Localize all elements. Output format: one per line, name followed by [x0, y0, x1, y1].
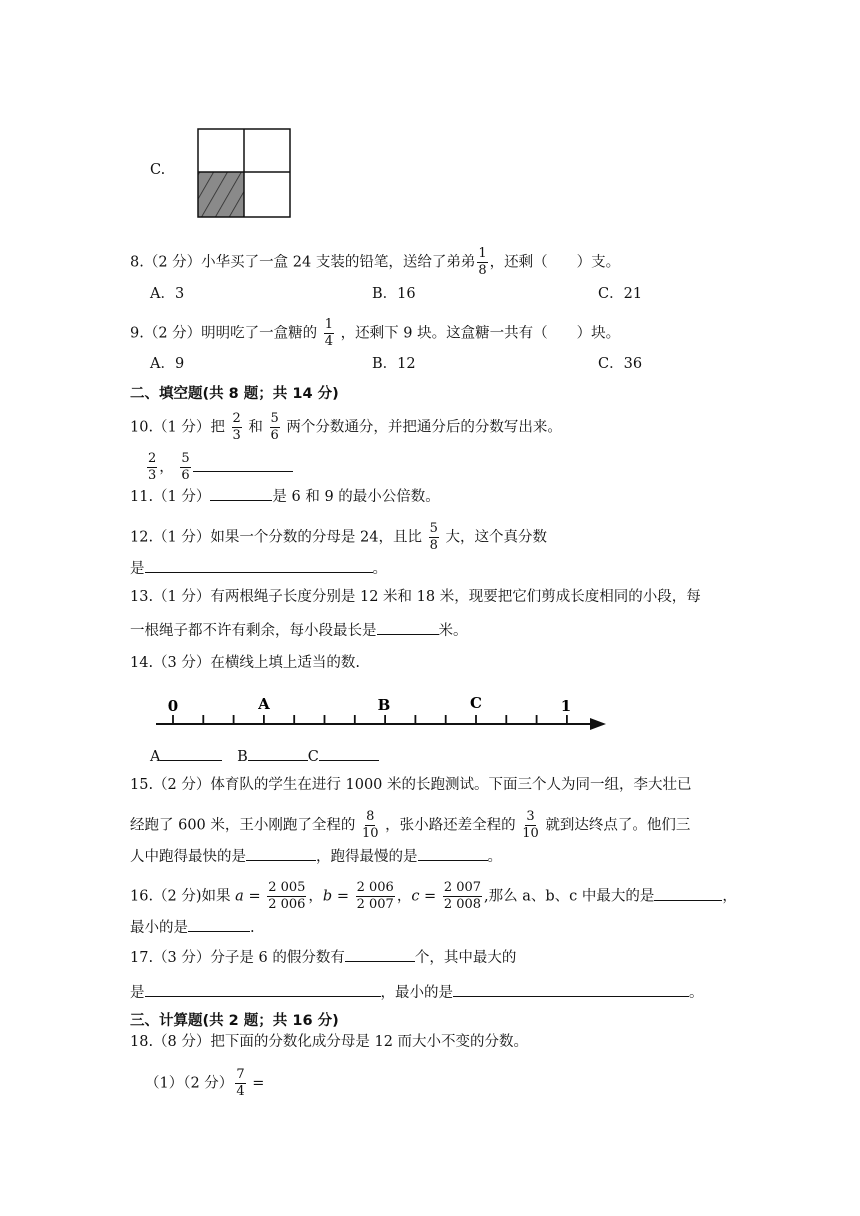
question-12: 12.（1 分）如果一个分数的分母是 24，且比 $\frac{5}{8}$ 大，这个真分数 — [130, 521, 547, 553]
question-18-sub-1: （1）（2 分） $\frac{7}{4}$ = — [145, 1067, 265, 1099]
question-13-line-1: 13.（1 分）有两根绳子长度分别是 12 米和 18 米，现要把它们剪成长度相同的小段，每 — [130, 589, 701, 605]
question-14: 14.（3 分）在横线上填上适当的数. — [130, 655, 361, 671]
numberline-label-b: B — [377, 696, 391, 714]
fraction: $\frac{1}{4}$ — [324, 317, 334, 349]
fraction: $\frac{5}{6}$ — [181, 451, 190, 483]
answer-blank[interactable] — [418, 846, 488, 861]
answer-blank[interactable] — [193, 457, 293, 472]
question-11: 11.（1 分） 是 6 和 9 的最小公倍数。 — [130, 486, 440, 507]
question-8: 8.（2 分）小华买了一盒 24 支装的铅笔，送给了弟弟 $\frac{1}{8}$ ，还剩（ ）支。 — [130, 246, 621, 278]
section-3-title: 三、计算题(共 2 题；共 16 分) — [130, 1013, 339, 1029]
fraction: $\frac{5}{8}$ — [429, 521, 438, 553]
q8-option-c: C．21 — [598, 286, 643, 302]
numberline-label-c: C — [470, 694, 482, 712]
question-9: 9.（2 分）明明吃了一盒糖的 $\frac{1}{4}$ ，还剩下 9 块。这盒糖一共有（ ）块。 — [130, 317, 621, 349]
answer-blank-a[interactable] — [160, 746, 222, 761]
fraction: $\frac{2 006}{2 007}$ — [356, 880, 394, 912]
fraction: $\frac{2 005}{2 006}$ — [268, 880, 306, 912]
q7-option-c-figure — [197, 128, 291, 218]
answer-blank[interactable] — [246, 846, 316, 861]
q14-answers: A B C — [150, 746, 379, 767]
q9-option-b: B．12 — [372, 356, 416, 372]
question-10: 10.（1 分）把 $\frac{2}{3}$ 和 $\frac{5}{6}$ 两个分数通分，并把通分后的分数写出来。 — [130, 411, 562, 443]
question-12-line-2: 是 。 — [130, 558, 387, 579]
fraction: $\frac{7}{4}$ — [236, 1067, 245, 1099]
q9-option-c: C．36 — [598, 356, 643, 372]
fraction: $\frac{2}{3}$ — [148, 451, 157, 483]
answer-blank[interactable] — [145, 558, 373, 573]
answer-blank-c[interactable] — [319, 746, 379, 761]
numberline-label-a: A — [258, 695, 270, 713]
section-2-title: 二、填空题(共 8 题；共 14 分) — [130, 386, 339, 402]
arrow-right-icon — [590, 718, 606, 730]
question-15-line-3: 人中跑得最快的是 ，跑得最慢的是 。 — [130, 846, 502, 867]
answer-blank[interactable] — [453, 982, 689, 997]
question-17: 17.（3 分）分子是 6 的假分数有 个，其中最大的 — [130, 947, 516, 968]
question-16-line-2: 最小的是 . — [130, 917, 255, 938]
answer-blank-b[interactable] — [248, 746, 308, 761]
answer-blank[interactable] — [210, 486, 272, 501]
answer-blank[interactable] — [145, 982, 381, 997]
fraction: $\frac{3}{10}$ — [522, 809, 539, 841]
fraction: $\frac{2 007}{2 008}$ — [443, 880, 482, 912]
question-18: 18.（8 分）把下面的分数化成分母是 12 而大小不变的分数。 — [130, 1034, 529, 1050]
question-13-line-2: 一根绳子都不许有剩余，每小段最长是 米。 — [130, 620, 468, 641]
question-15-line-1: 15.（2 分）体育队的学生在进行 1000 米的长跑测试。下面三个人为同一组，李大壮已 — [130, 777, 692, 793]
fraction: $\frac{1}{8}$ — [478, 246, 487, 278]
numberline-label-0: 0 — [167, 697, 179, 715]
question-17-line-2: 是 ，最小的是 。 — [130, 982, 704, 1003]
fraction: $\frac{2}{3}$ — [232, 411, 241, 443]
answer-blank[interactable] — [377, 620, 439, 635]
q9-option-a: A．9 — [150, 356, 185, 372]
question-15-line-2: 经跑了 600 米，王小刚跑了全程的 $\frac{8}{10}$ ，张小路还差全程的 $\frac{3}{10}$ 就到达终点了。他们三 — [130, 809, 691, 841]
shaded-square — [198, 172, 244, 217]
number-line — [150, 693, 620, 743]
numberline-label-1: 1 — [560, 697, 572, 715]
q10-answer-line: $\frac{2}{3}$ ， $\frac{5}{6}$ — [145, 452, 293, 483]
question-16: 16.（2 分)如果 a = $\frac{2 005}{2 006}$ ，b = $\frac{2 006}{2 007}$ ，c = $\frac{2 007}{2 008}$ ,那么 a、b、c 中最大的是 ， — [130, 880, 737, 912]
answer-blank[interactable] — [188, 917, 250, 932]
q8-option-b: B．16 — [372, 286, 416, 302]
q7-option-c-label: C. — [150, 162, 166, 178]
answer-blank[interactable] — [654, 886, 722, 901]
q8-option-a: A．3 — [150, 286, 185, 302]
answer-blank[interactable] — [345, 947, 415, 962]
fraction: $\frac{8}{10}$ — [362, 809, 379, 841]
fraction: $\frac{5}{6}$ — [270, 411, 279, 443]
